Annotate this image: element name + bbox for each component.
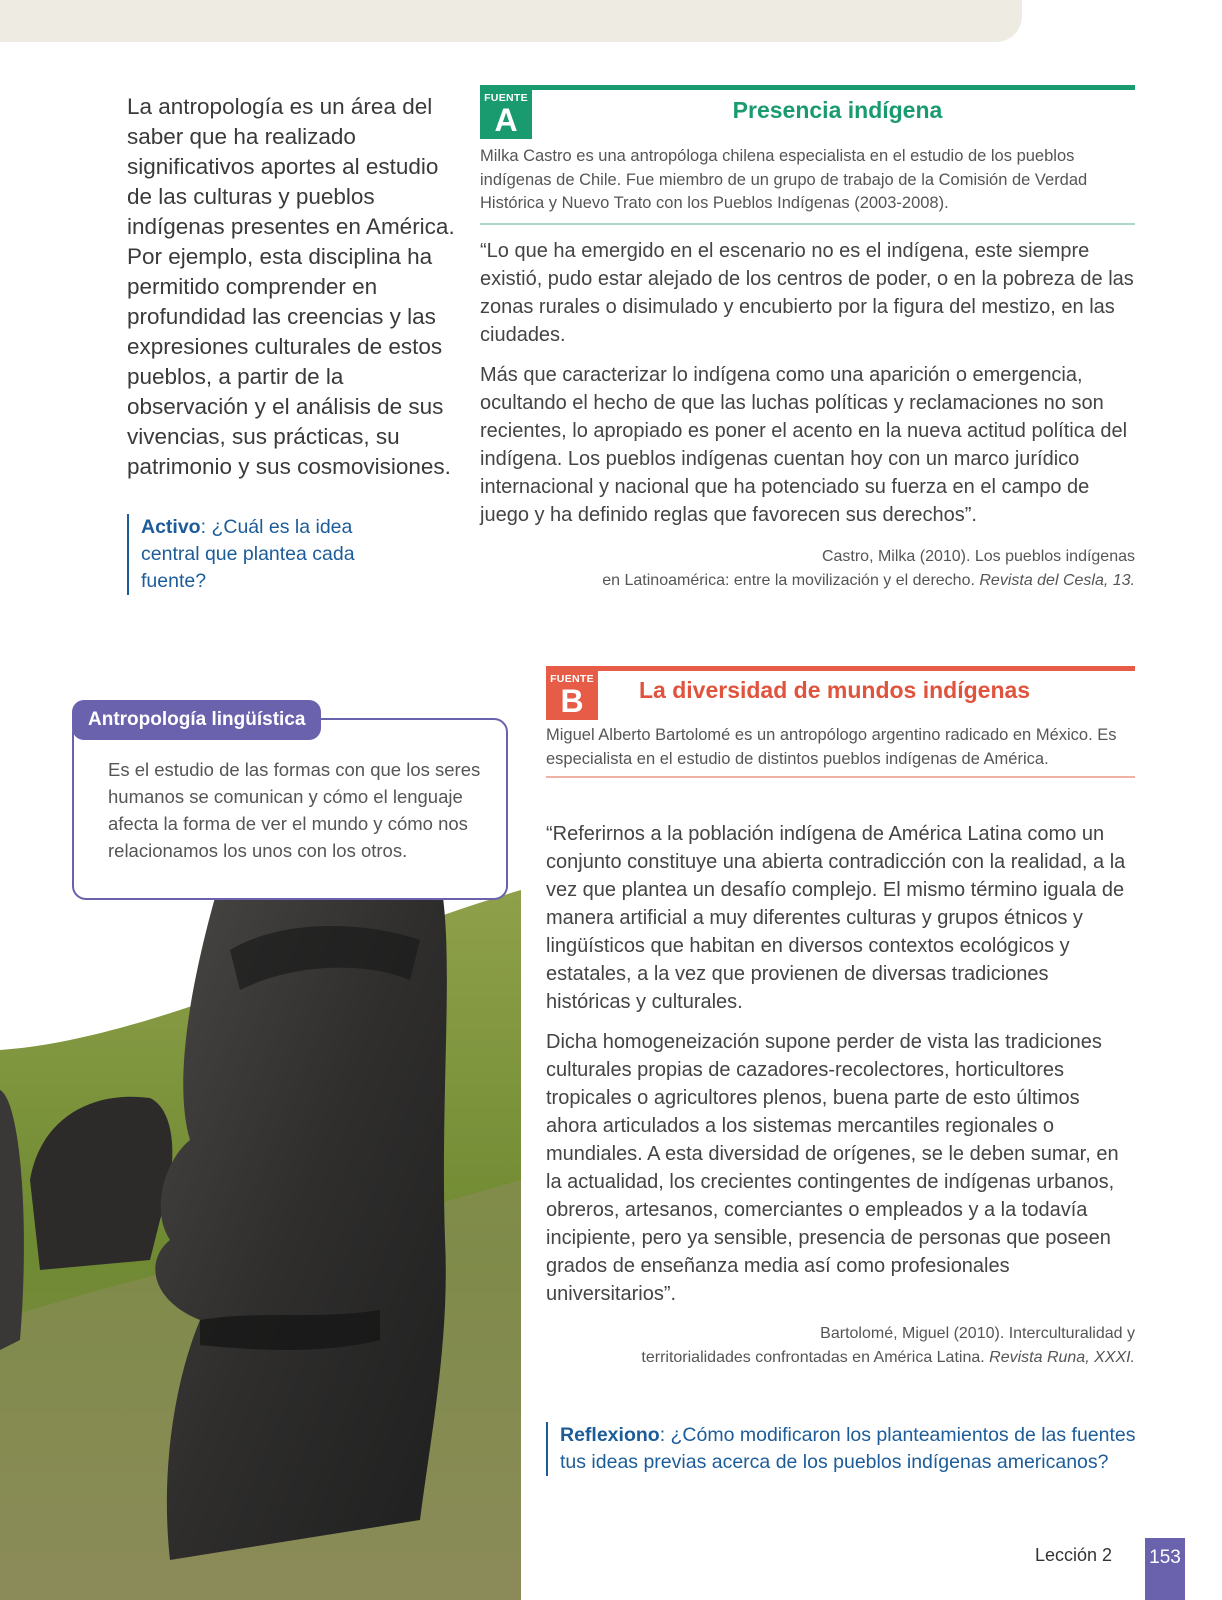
activo-text: : ¿Cuál es la idea central que plantea cada fuente?	[141, 516, 355, 592]
source-b-rule	[546, 666, 1135, 671]
top-header-band	[0, 0, 1022, 42]
source-b-intro: Miguel Alberto Bartolomé es un antropólogo argentino radicado en México. Es especialista en el estudio de distintos pueblos indígenas de América.	[546, 724, 1135, 778]
source-b-badge-label: FUENTE	[550, 673, 594, 685]
intro-paragraph: La antropología es un área del saber que ha realizado significativos aportes al estudio de las culturas y pueblos indígenas presentes en América. Por ejemplo, esta disciplina ha permitido comprender en profundidad las creencias y las expresiones culturales de estos pueblos, a partir de la observación y el análisis de sus vivencias, sus prácticas, su patrimonio y sus cosmovisiones.	[127, 94, 455, 479]
source-a-quote	[480, 237, 1135, 541]
source-a-title: Presencia indígena	[732, 97, 943, 123]
source-b-paragraph-2: Dicha homogeneización supone perder de vista las tradiciones culturales propias de cazadores-recolectores, horticultores tropicales o agricultores plenos, buena parte de esto últimos ahora articulados a los sistemas mercantiles regionales o mundiales. A esta diversidad de orígenes, se le deben sumar, en la actualidad, los crecientes contingentes de indígenas urbanos, obreros, artesanos, comerciantes o empleados y a la todavía incipiente, pero ya sensible, presencia de personas que poseen grados de enseñanza media así como profesionales universitarios”.	[546, 1031, 1119, 1305]
source-b-title: La diversidad de mundos indígenas	[639, 677, 1031, 703]
reflexiono-question	[546, 1422, 1149, 1476]
source-a-citation-journal: Revista del Cesla, 13.	[979, 571, 1135, 589]
source-b-citation-line-1: Bartolomé, Miguel (2010). Interculturalidad y	[820, 1325, 1135, 1342]
source-a-citation	[480, 545, 1135, 592]
source-a-badge-letter: A	[494, 102, 518, 138]
source-a-citation-line-1: Castro, Milka (2010). Los pueblos indígenas	[821, 548, 1135, 565]
source-b-badge-letter: B	[560, 683, 584, 719]
source-b	[546, 666, 1135, 1366]
glossary-definition: Es el estudio de las formas con que los seres humanos se comunican y cómo el lenguaje afecta la forma de ver el mundo y cómo nos relacionamos los unos con los otros.	[108, 759, 481, 861]
lesson-label: Lección 2	[1034, 1545, 1112, 1565]
activo-question	[127, 514, 381, 595]
reflexiono-text: : ¿Cómo modificaron los planteamientos de las fuentes tus ideas previas acerca de los pueblos indígenas americanos?	[560, 1424, 1136, 1473]
source-a-citation-line-2	[480, 569, 1135, 593]
source-b-citation-line-2	[546, 1346, 1135, 1370]
source-a	[480, 85, 1135, 589]
glossary-title: Antropología lingüística	[72, 700, 321, 740]
source-b-paragraph-1: “Referirnos a la población indígena de América Latina como un conjunto constituye una abierta contradicción con la realidad, a la vez que plantea un desafío complejo. El mismo término iguala de manera artificial a muy diferentes culturas y grupos étnicos y lingüísticos que habitan en diversos contextos ecológicos y estatales, a la vez que provienen de diversas tradiciones históricas y culturales.	[546, 823, 1126, 1013]
source-a-paragraph-2: Más que caracterizar lo indígena como una aparición o emergencia, ocultando el hecho de que las luchas políticas y reclamaciones no son recientes, lo apropiado es poner el acento en la nueva actitud política del indígena. Los pueblos indígenas cuentan hoy con un marco jurídico internacional y nacional que ha potenciado su fuerza en el campo de juego y ha definido reglas que favorecen sus derechos”.	[480, 364, 1128, 526]
source-a-intro: Milka Castro es una antropóloga chilena especialista en el estudio de los pueblos indígenas de Chile. Fue miembro de un grupo de trabajo de la Comisión de Verdad Histórica y Nuevo Trato con los Pueblos Indígenas (2003-2008).	[480, 145, 1135, 225]
source-b-citation-journal: Revista Runa, XXXI.	[989, 1348, 1135, 1366]
source-a-rule	[480, 85, 1135, 90]
activo-label: Activo	[141, 516, 201, 538]
source-b-quote	[546, 820, 1135, 1320]
page-number: 153	[1145, 1538, 1185, 1600]
source-b-badge	[546, 671, 598, 720]
source-a-badge	[480, 90, 532, 139]
source-a-citation-text: en Latinoamérica: entre la movilización y el derecho.	[602, 571, 975, 589]
source-a-badge-label: FUENTE	[484, 92, 528, 104]
reflexiono-label: Reflexiono	[560, 1424, 660, 1446]
source-b-citation	[546, 1322, 1135, 1369]
source-a-paragraph-1: “Lo que ha emergido en el escenario no es el indígena, este siempre existió, pudo estar alejado de los centros de poder, o en la pobreza de las zonas rurales o disimulado y encubierto por la figura del mestizo, en las ciudades.	[480, 240, 1134, 346]
source-b-citation-text: territorialidades confrontadas en América Latina.	[641, 1348, 985, 1366]
